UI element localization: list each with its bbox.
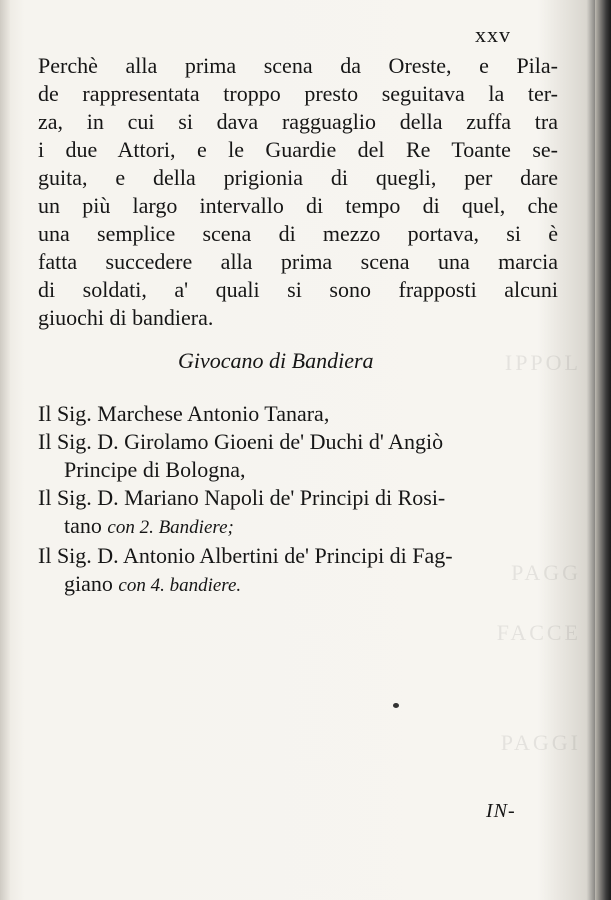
section-heading: Givocano di Bandiera bbox=[178, 348, 374, 373]
paragraph-line: fatta succedere alla prima scena una marcia bbox=[38, 249, 558, 274]
body-paragraph bbox=[38, 52, 558, 332]
catchword: IN- bbox=[486, 800, 516, 822]
entry-continuation: giano bbox=[64, 571, 113, 596]
show-through-text: IPPOL bbox=[504, 350, 581, 375]
list-item bbox=[38, 542, 558, 600]
entry-line: Principe di Bologna, bbox=[64, 457, 246, 482]
entry-line: Il Sig. D. Mariano Napoli de' Principi di Rosi- bbox=[38, 485, 446, 510]
paragraph-line: de rappresentata troppo presto seguitava la ter- bbox=[38, 81, 558, 106]
paragraph-line: un più largo intervallo di tempo di quel, che bbox=[38, 193, 558, 218]
entry-line bbox=[38, 512, 558, 542]
paragraph-line: di soldati, a' quali si sono frapposti alcuni bbox=[38, 277, 558, 302]
entry-note: con 2. Bandiere; bbox=[107, 517, 234, 538]
page-edge-shadow bbox=[595, 0, 611, 900]
paragraph-line: guita, e della prigionia di quegli, per dare bbox=[38, 165, 558, 190]
paragraph-line: i due Attori, e le Guardie del Re Toante se- bbox=[38, 137, 558, 162]
show-through-text: FACCE bbox=[496, 620, 581, 645]
show-through-text: PAGGI bbox=[500, 730, 581, 755]
page-number: xxv bbox=[475, 22, 511, 47]
entry-note: con 4. bandiere. bbox=[118, 575, 242, 596]
list-item bbox=[38, 400, 558, 428]
participant-list bbox=[38, 400, 558, 600]
paragraph-line: giuochi di bandiera. bbox=[38, 305, 214, 330]
entry-line: Il Sig. D. Girolamo Gioeni de' Duchi d' Angiò bbox=[38, 429, 444, 454]
entry-line bbox=[38, 570, 558, 600]
ink-speck bbox=[393, 703, 399, 708]
list-item bbox=[38, 484, 558, 542]
paragraph-line: Perchè alla prima scena da Oreste, e Pila- bbox=[38, 53, 558, 78]
paragraph-line: za, in cui si dava ragguaglio della zuffa tra bbox=[38, 109, 558, 134]
show-through-text: PAGG bbox=[511, 560, 581, 585]
page-gutter bbox=[0, 0, 10, 900]
entry-line: Il Sig. D. Antonio Albertini de' Principi di Fag- bbox=[38, 543, 453, 568]
entry-line: Il Sig. Marchese Antonio Tanara, bbox=[38, 401, 330, 426]
entry-continuation: tano bbox=[64, 513, 102, 538]
list-item bbox=[38, 428, 558, 484]
paragraph-line: una semplice scena di mezzo portava, si è bbox=[38, 221, 558, 246]
